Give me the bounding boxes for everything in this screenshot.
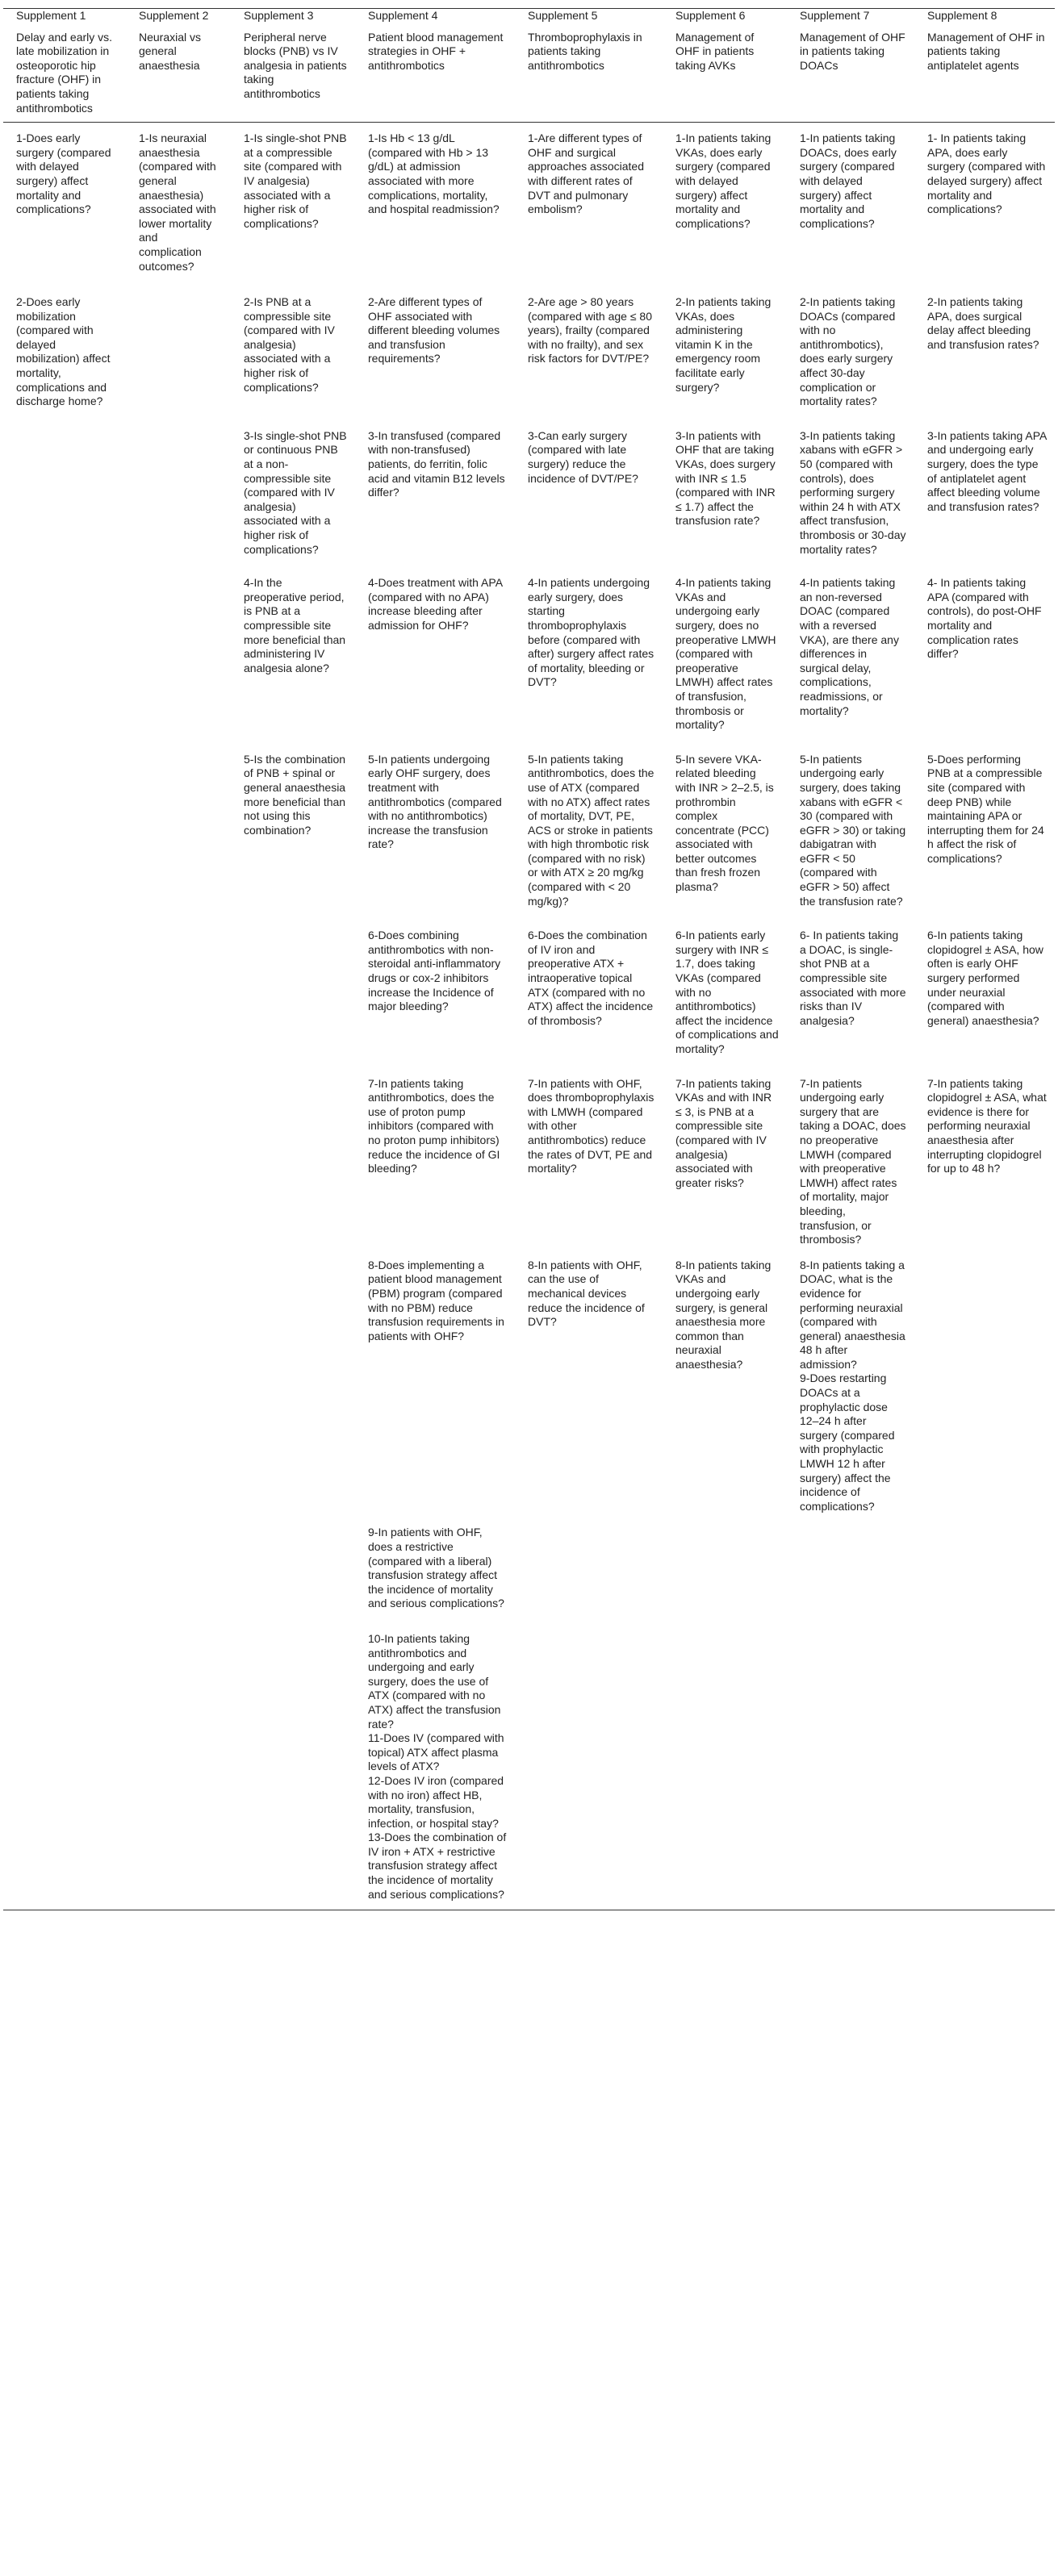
table-cell: [787, 1057, 914, 1247]
table-cell: [787, 908, 914, 1056]
question-text: 2-Does early mobilization (compared with delayed mobilization) affect mortality, complications and discharge home?: [16, 295, 111, 408]
table-cell: [126, 1247, 231, 1514]
table-cell: [126, 1611, 231, 1910]
table-cell: [914, 733, 1055, 909]
table-cell: [914, 557, 1055, 733]
table-cell: [663, 273, 787, 409]
table-cell: [231, 733, 355, 909]
table-cell: [663, 733, 787, 909]
question-text: 4- In patients taking APA (compared with controls), do post-OHF mortality and complication rates differ?: [927, 576, 1042, 661]
question-text: 6-Does the combination of IV iron and preoperative ATX + intraoperative topical ATX (compared with no ATX) affect the incidence of thrombosis?: [528, 929, 654, 1027]
question-text: 3-In patients taking APA and undergoing early surgery, does the type of antiplatelet agent affect bleeding volume and transfusion rates?: [927, 428, 1047, 513]
header-cell: [355, 9, 515, 123]
question-text: 6- In patients taking a DOAC, is single-shot PNB at a compressible site associated with more risks than IV analgesia?: [800, 929, 906, 1027]
supplement-title: Peripheral nerve blocks (PNB) vs IV analgesia in patients taking antithrombotics: [244, 30, 347, 100]
question-text: 4-In patients undergoing early surgery, does starting thromboprophylaxis before (compared with after) surgery affect rates of mortality, bleeding or DVT?: [528, 576, 654, 689]
header-row: [3, 9, 1055, 123]
table-cell: [355, 908, 515, 1056]
question-text: 4-In the preoperative period, is PNB at a compressible site more beneficial than administering IV analgesia alone?: [244, 576, 346, 674]
table-cell: [231, 1247, 355, 1514]
table-cell: [787, 1247, 914, 1514]
table-cell: [3, 908, 126, 1056]
table-cell: [663, 908, 787, 1056]
question-text: 5-In patients undergoing early surgery, does taking xabans with eGFR < 30 (compared with eGFR > 30) or taking dabigatran with eGFR < 50 (compared with eGFR > 50) affect the transfusion rate?: [800, 752, 906, 908]
question-text: 2-In patients taking APA, does surgical delay affect bleeding and transfusion rates?: [927, 295, 1039, 351]
table-cell: [355, 123, 515, 273]
table-row: [3, 273, 1055, 409]
table-cell: [126, 123, 231, 273]
question-text: 12-Does IV iron (compared with no iron) affect HB, mortality, transfusion, infection, or hospital stay?: [368, 1773, 504, 1830]
table-cell: [231, 123, 355, 273]
question-text: 4-Does treatment with APA (compared with no APA) increase bleeding after admission for OHF?: [368, 576, 503, 632]
supplement-label: Supplement 5: [528, 9, 598, 22]
header-cell: [914, 9, 1055, 123]
table-cell: [126, 273, 231, 409]
question-text: 2-Are different types of OHF associated with different bleeding volumes and transfusion requirements?: [368, 295, 500, 365]
table-cell: [231, 1057, 355, 1247]
question-text: 13-Does the combination of IV iron + ATX + restrictive transfusion strategy affect the incidence of mortality and serious complications?: [368, 1831, 507, 1901]
table-cell: [3, 557, 126, 733]
table-cell: [515, 1611, 663, 1910]
table-cell: [787, 123, 914, 273]
table-cell: [355, 1057, 515, 1247]
table-cell: [515, 1057, 663, 1247]
header-cell: [515, 9, 663, 123]
table-cell: [663, 409, 787, 557]
table-cell: [126, 908, 231, 1056]
header-cell: [663, 9, 787, 123]
table-cell: [787, 273, 914, 409]
question-text: 5-In patients taking antithrombotics, does the use of ATX (compared with no ATX) affect rates of mortality, DVT, PE, ACS or stroke in patients with high thrombotic risk (compared with no risk) or with ATX ≥ 20 mg/kg (compared with < 20 mg/kg)?: [528, 752, 654, 908]
table-cell: [663, 557, 787, 733]
table-cell: [515, 733, 663, 909]
supplement-title: Management of OHF in patients taking AVKs: [675, 30, 755, 72]
table-cell: [231, 1513, 355, 1611]
supplement-label: Supplement 4: [368, 9, 438, 22]
question-text: 5-In severe VKA-related bleeding with INR > 2–2.5, is prothrombin complex concentrate (PCC) associated with better outcomes than fresh frozen plasma?: [675, 752, 774, 894]
table-header: [3, 9, 1055, 123]
table-cell: [515, 1513, 663, 1611]
table-cell: [231, 908, 355, 1056]
table-cell: [3, 1247, 126, 1514]
table-cell: [231, 1611, 355, 1910]
table-cell: [355, 557, 515, 733]
header-cell: [231, 9, 355, 123]
table-row: [3, 409, 1055, 557]
question-text: 9-Does restarting DOACs at a prophylactic dose 12–24 h after surgery (compared with prophylactic LMWH 12 h after surgery) affect the incidence of complications?: [800, 1372, 895, 1513]
supplements-table: [3, 8, 1055, 1910]
question-text: 3-In patients with OHF that are taking VKAs, does surgery with INR ≤ 1.5 (compared with INR ≤ 1.7) affect the transfusion rate?: [675, 428, 776, 528]
question-text: 7-In patients taking VKAs and with INR ≤ 3, is PNB at a compressible site (compared with IV analgesia) associated with greater risks?: [675, 1076, 772, 1189]
table-cell: [355, 733, 515, 909]
question-text: 8-In patients taking a DOAC, what is the evidence for performing neuraxial (compared with general) anaesthesia 48 h after admission?: [800, 1258, 905, 1371]
question-text: 3-In patients taking xabans with eGFR > 50 (compared with controls), does performing surgery within 24 h with ATX affect transfusion, thrombosis or 30-day mortality rates?: [800, 428, 906, 556]
question-text: 1- In patients taking APA, does early surgery (compared with delayed surgery) affect mortality and complications?: [927, 132, 1046, 216]
question-text: 5-Does performing PNB at a compressible site (compared with deep PNB) while maintaining APA or interrupting them for 24 h affect the risk of complications?: [927, 752, 1044, 865]
question-text: 6-In patients taking clopidogrel ± ASA, how often is early OHF surgery performed under neuraxial (compared with general) anaesthesia?: [927, 929, 1043, 1027]
table-cell: [914, 409, 1055, 557]
question-text: 11-Does IV (compared with topical) ATX affect plasma levels of ATX?: [368, 1731, 504, 1773]
table-cell: [3, 1513, 126, 1611]
table-cell: [515, 1247, 663, 1514]
table-cell: [663, 1513, 787, 1611]
supplement-label: Supplement 3: [244, 9, 314, 22]
table-cell: [3, 1057, 126, 1247]
supplement-label: Supplement 1: [16, 9, 86, 22]
question-text: 8-Does implementing a patient blood management (PBM) program (compared with no PBM) reduce transfusion requirements in patients with OHF?: [368, 1258, 504, 1342]
question-text: 3-In transfused (compared with non-transfused) patients, do ferritin, folic acid and vitamin B12 levels differ?: [368, 428, 505, 499]
supplement-title: Thromboprophylaxis in patients taking antithrombotics: [528, 30, 642, 72]
table-cell: [126, 409, 231, 557]
header-cell: [126, 9, 231, 123]
table-cell: [3, 1611, 126, 1910]
table-row: [3, 1513, 1055, 1611]
supplement-title: Management of OHF in patients taking DOACs: [800, 30, 905, 72]
supplement-label: Supplement 6: [675, 9, 746, 22]
table-row: [3, 908, 1055, 1056]
table-cell: [126, 557, 231, 733]
table-cell: [787, 1611, 914, 1910]
question-text: 5-Is the combination of PNB + spinal or general anaesthesia more beneficial than not using this combination?: [244, 752, 346, 837]
question-text: 1-Is neuraxial anaesthesia (compared with general anaesthesia) associated with lower mortality and complication outcomes?: [139, 132, 216, 273]
supplement-label: Supplement 8: [927, 9, 997, 22]
table-cell: [663, 1611, 787, 1910]
table-cell: [126, 733, 231, 909]
question-text: 1-Is single-shot PNB at a compressible site (compared with IV analgesia) associated with a higher risk of complications?: [244, 132, 347, 230]
table-row: [3, 1611, 1055, 1910]
table-cell: [126, 1057, 231, 1247]
question-text: 4-In patients taking VKAs and undergoing early surgery, does no preoperative LMWH (compared with preoperative LMWH) affect rates of transfusion, thrombosis or mortality?: [675, 576, 776, 732]
table-cell: [3, 273, 126, 409]
question-text: 7-In patients taking antithrombotics, does the use of proton pump inhibitors (compared with no proton pump inhibitors) reduce the incidence of GI bleeding?: [368, 1076, 500, 1175]
question-text: 3-Is single-shot PNB or continuous PNB at a non-compressible site (compared with IV analgesia) associated with a higher risk of complications?: [244, 428, 347, 556]
table-cell: [914, 1611, 1055, 1910]
table-cell: [355, 273, 515, 409]
table-row: [3, 557, 1055, 733]
table-cell: [3, 733, 126, 909]
supplement-title: Management of OHF in patients taking antiplatelet agents: [927, 30, 1045, 72]
table-cell: [515, 409, 663, 557]
table-cell: [515, 908, 663, 1056]
table-cell: [787, 557, 914, 733]
supplement-title: Neuraxial vs general anaesthesia: [139, 30, 202, 72]
table-cell: [787, 1513, 914, 1611]
table-cell: [355, 1247, 515, 1514]
table-cell: [663, 123, 787, 273]
table-cell: [914, 1057, 1055, 1247]
question-text: 5-In patients undergoing early OHF surgery, does treatment with antithrombotics (compared with no antithrombotics) increase the transfusion rate?: [368, 752, 502, 851]
table-cell: [515, 273, 663, 409]
header-cell: [3, 9, 126, 123]
table-cell: [787, 733, 914, 909]
question-text: 8-In patients taking VKAs and undergoing early surgery, is general anaesthesia more common than neuraxial anaesthesia?: [675, 1258, 772, 1371]
question-text: 2-Are age > 80 years (compared with age ≤ 80 years), frailty (compared with no frailty), and sex risk factors for DVT/PE?: [528, 295, 652, 365]
question-text: 1-In patients taking DOACs, does early surgery (compared with delayed surgery) affect mortality and complications?: [800, 132, 897, 230]
question-text: 6-Does combining antithrombotics with non-steroidal anti-inflammatory drugs or cox-2 inhibitors increase the Incidence of major bleeding?: [368, 929, 501, 1013]
question-text: 1-In patients taking VKAs, does early surgery (compared with delayed surgery) affect mortality and complications?: [675, 132, 772, 230]
table-cell: [663, 1247, 787, 1514]
table-cell: [3, 409, 126, 557]
question-text: 2-In patients taking VKAs, does administering vitamin K in the emergency room facilitate early surgery?: [675, 295, 772, 394]
table-cell: [914, 1513, 1055, 1611]
table-cell: [355, 1611, 515, 1910]
question-text: 7-In patients taking clopidogrel ± ASA, what evidence is there for performing neuraxial anaesthesia after interrupting clopidogrel for up to 48 h?: [927, 1076, 1047, 1175]
question-text: 3-Can early surgery (compared with late surgery) reduce the incidence of DVT/PE?: [528, 428, 638, 485]
question-text: 1-Are different types of OHF and surgical approaches associated with different rates of DVT and pulmonary embolism?: [528, 132, 644, 216]
question-text: 9-In patients with OHF, does a restrictive (compared with a liberal) transfusion strategy affect the incidence of mortality and serious complications?: [368, 1526, 504, 1610]
table-cell: [515, 557, 663, 733]
table-row: [3, 733, 1055, 909]
table-cell: [3, 123, 126, 273]
table-cell: [231, 409, 355, 557]
table-row: [3, 1247, 1055, 1514]
header-cell: [787, 9, 914, 123]
table-cell: [914, 123, 1055, 273]
table-cell: [914, 273, 1055, 409]
table-body: [3, 123, 1055, 1910]
question-text: 7-In patients undergoing early surgery that are taking a DOAC, does no preoperative LMWH (compared with preoperative LMWH) affect rates of mortality, major bleeding, transfusion, or thrombosis?: [800, 1076, 906, 1246]
question-text: 6-In patients early surgery with INR ≤ 1.7, does taking VKAs (compared with no antithrombotics) affect the incidence of complications and mortality?: [675, 929, 779, 1055]
table-cell: [787, 409, 914, 557]
question-text: 2-In patients taking DOACs (compared with no antithrombotics), does early surgery affect 30-day complication or mortality rates?: [800, 295, 896, 408]
supplement-title: Patient blood management strategies in OHF + antithrombotics: [368, 30, 504, 72]
question-text: 4-In patients taking an non-reversed DOAC (compared with a reversed VKA), are there any differences in surgical delay, complications, readmissions, or mortality?: [800, 576, 899, 717]
table-cell: [914, 1247, 1055, 1514]
question-text: 8-In patients with OHF, can the use of mechanical devices reduce the incidence of DVT?: [528, 1258, 645, 1329]
supplement-label: Supplement 2: [139, 9, 209, 22]
question-text: 2-Is PNB at a compressible site (compared with IV analgesia) associated with a higher risk of complications?: [244, 295, 335, 394]
question-text: 1-Is Hb < 13 g/dL (compared with Hb > 13 g/dL) at admission associated with more complications, mortality, and hospital readmission?: [368, 132, 500, 216]
question-text: 7-In patients with OHF, does thromboprophylaxis with LMWH (compared with other antithrombotics) reduce the rates of DVT, PE and mortality?: [528, 1076, 654, 1175]
table-cell: [355, 1513, 515, 1611]
question-text: 10-In patients taking antithrombotics and undergoing and early surgery, does the use of ATX (compared with no ATX) affect the transfusion rate?: [368, 1631, 501, 1731]
supplement-title: Delay and early vs. late mobilization in osteoporotic hip fracture (OHF) in patients taking antithrombotics: [16, 30, 113, 115]
table-cell: [231, 273, 355, 409]
table-cell: [914, 908, 1055, 1056]
table-row: [3, 1057, 1055, 1247]
question-text: 1-Does early surgery (compared with delayed surgery) affect mortality and complications?: [16, 132, 111, 216]
table-cell: [355, 409, 515, 557]
table-cell: [663, 1057, 787, 1247]
table-row: [3, 123, 1055, 273]
table-cell: [231, 557, 355, 733]
supplement-label: Supplement 7: [800, 9, 870, 22]
table-cell: [126, 1513, 231, 1611]
table-cell: [515, 123, 663, 273]
